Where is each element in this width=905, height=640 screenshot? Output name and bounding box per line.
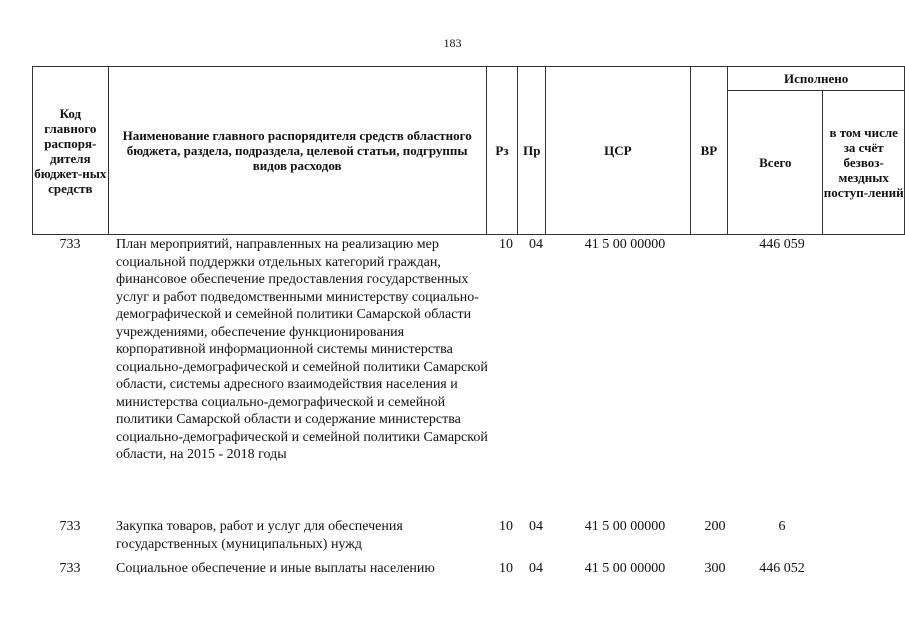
cell-rz: 10 xyxy=(499,237,513,252)
cell-csr: 41 5 00 00000 xyxy=(584,519,666,534)
cell-vsego: 446 059 xyxy=(759,237,805,252)
cell-kod: 733 xyxy=(59,237,81,252)
cell-pr: 04 xyxy=(529,561,543,576)
header-pr: Пр xyxy=(518,67,546,235)
header-kod: Код главного распоря-дителя бюджет-ных средств xyxy=(33,67,109,235)
cell-kod: 733 xyxy=(59,561,81,576)
cell-rz: 10 xyxy=(499,519,513,534)
cell-vsego: 6 xyxy=(778,519,786,534)
header-csr: ЦСР xyxy=(546,67,690,235)
header-vr: ВР xyxy=(690,67,728,235)
cell-rz: 10 xyxy=(499,561,513,576)
cell-vsego: 446 052 xyxy=(759,561,805,576)
cell-pr: 04 xyxy=(529,237,543,252)
cell-csr: 41 5 00 00000 xyxy=(584,237,666,252)
table-header xyxy=(32,66,905,235)
header-name: Наименование главного распорядителя средств областного бюджета, раздела, подраздела, целевой статьи, подгруппы видов расходов xyxy=(108,67,486,235)
cell-kod: 733 xyxy=(59,519,81,534)
header-ispolneno: Исполнено xyxy=(728,67,905,91)
cell-vr: 300 xyxy=(704,561,726,576)
cell-name: План мероприятий, направленных на реализацию мер социальной поддержки отдельных категорий граждан, финансовое обеспечение предоставления государственных услуг и работ подведомственными министерству социально-демографической и семейной политики Самарской области учреждениями, обеспечение функционирования корпоративной информационной системы министерства социально-демографической и семейной политики Самарской области, системы адресного взаимодействия населения и министерства социально-демографической и семейной политики Самарской области и содержание министерства социально-демографической и семейной политики Самарской области, на 2015 - 2018 годы xyxy=(116,237,488,462)
header-vsego: Всего xyxy=(728,91,823,235)
header-bezvozm: в том числе за счёт безвоз-мездных поступ-лений xyxy=(823,91,905,235)
cell-pr: 04 xyxy=(529,519,543,534)
cell-name: Закупка товаров, работ и услуг для обеспечения государственных (муниципальных) нужд xyxy=(116,519,403,552)
cell-name: Социальное обеспечение и иные выплаты населению xyxy=(116,561,435,576)
cell-vr: 200 xyxy=(704,519,726,534)
page-number: 183 xyxy=(443,36,462,50)
header-rz: Рз xyxy=(486,67,518,235)
cell-csr: 41 5 00 00000 xyxy=(584,561,666,576)
